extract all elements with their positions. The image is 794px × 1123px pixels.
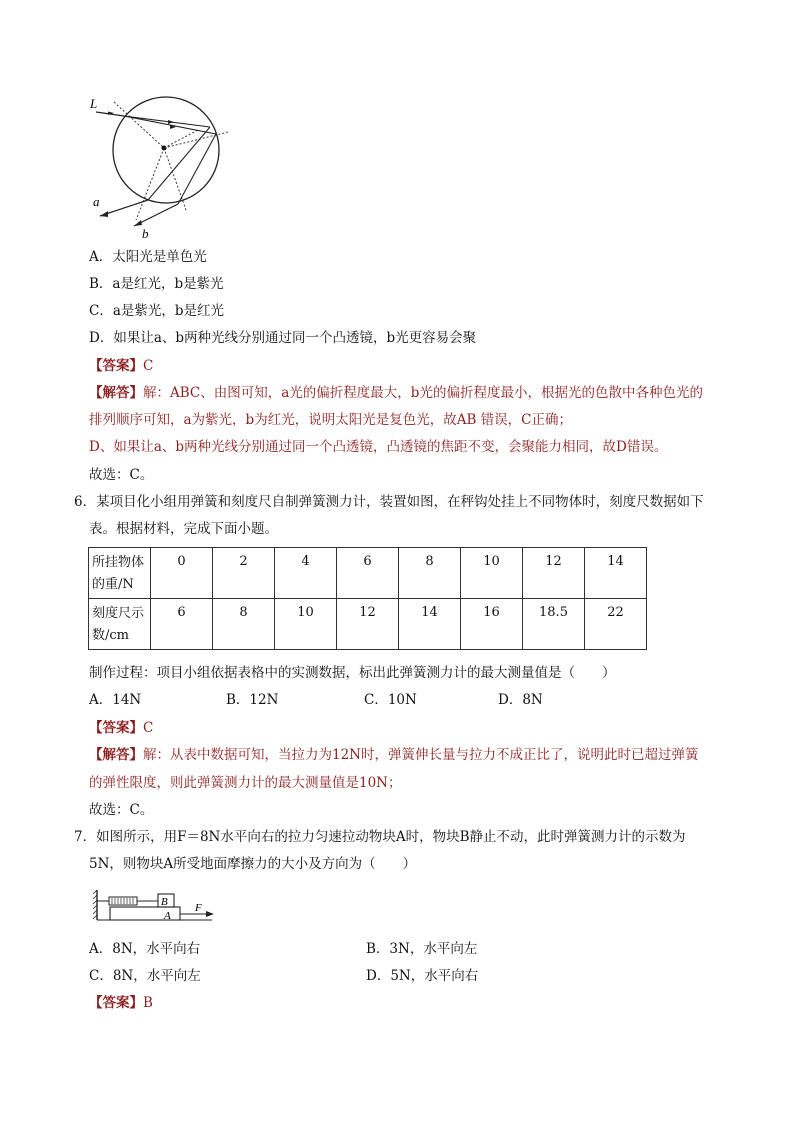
- refraction-diagram: [86, 92, 236, 242]
- q5-answer: [89, 356, 153, 376]
- q6-stem-line-1: 6．某项目化小组用弹簧和刻度尺自制弹簧测力计，装置如图，在秤钩处挂上不同物体时，刻度尺数据如下: [74, 494, 704, 510]
- answer-tag: 【答案】: [89, 358, 143, 374]
- label-L: L: [90, 96, 98, 111]
- q6-option-d: D．8N: [498, 692, 543, 708]
- table-cell: 18.5: [523, 599, 585, 650]
- table-cell: 8: [399, 548, 461, 599]
- answer-tag: 【答案】: [89, 995, 143, 1011]
- table-cell: 12: [337, 599, 399, 650]
- q6-answer: [89, 718, 153, 738]
- table-cell: 2: [213, 548, 275, 599]
- q6-explain-line-2: 的弹性限度，则此弹簧测力计的最大测量值是10N；: [89, 775, 402, 791]
- table-cell: 14: [585, 548, 647, 599]
- row-header-scale: 刻度尺示 数/cm: [89, 599, 151, 650]
- label-b-block: B: [161, 896, 168, 908]
- q7-option-a: A．8N，水平向右: [89, 941, 201, 957]
- q7-stem-line-2: 5N，则物块A所受地面摩擦力的大小及方向为（ ）: [89, 856, 417, 872]
- table-cell: 6: [337, 548, 399, 599]
- q7-option-b: B．3N，水平向左: [366, 941, 478, 957]
- table-cell: 14: [399, 599, 461, 650]
- q5-option-d: D．如果让a、b两种光线分别通过同一个凸透镜，b光更容易会聚: [89, 330, 477, 346]
- q7-option-d: D．5N，水平向右: [366, 968, 479, 984]
- q7-answer: [89, 993, 153, 1013]
- answer-value: C: [143, 358, 154, 374]
- q6-option-b: B．12N: [226, 692, 279, 708]
- q5-option-b: B．a是红光，b是紫光: [89, 276, 224, 292]
- answer-value: C: [143, 720, 154, 736]
- table-cell: 6: [151, 599, 213, 650]
- table-cell: 16: [461, 599, 523, 650]
- q7-option-c: C．8N，水平向左: [89, 968, 201, 984]
- q7-stem-line-1: 7．如图所示，用F＝8N水平向右的拉力匀速拉动物块A时，物块B静止不动，此时弹簧测力计的示数为: [74, 829, 686, 845]
- row-header-weight: 所挂物体 的重/N: [89, 548, 151, 599]
- q5-conclusion: 故选：C。: [89, 467, 154, 483]
- table-cell: 8: [213, 599, 275, 650]
- explain-text: 解：从表中数据可知，当拉力为12N时，弹簧伸长量与拉力不成正比了，说明此时已超过弹簧: [143, 747, 699, 763]
- q6-option-a: A．14N: [89, 692, 142, 708]
- label-b: b: [142, 226, 149, 241]
- table-cell: 4: [275, 548, 337, 599]
- explain-text: 解：ABC、由图可知，a光的偏折程度最大，b光的偏折程度最小，根据光的色散中各种色光的: [143, 385, 703, 401]
- q5-option-c: C．a是紫光，b是红光: [89, 303, 225, 319]
- water-drop-circle: [113, 97, 219, 203]
- label-a-block: A: [164, 910, 171, 922]
- q5-option-a: A．太阳光是单色光: [89, 249, 207, 265]
- spring-data-table: [88, 547, 647, 650]
- spring-block-diagram: [92, 886, 222, 926]
- q6-stem-line-2: 表。根据材料，完成下面小题。: [89, 521, 278, 537]
- explain-tag: 【解答】: [89, 747, 143, 763]
- label-a: a: [93, 194, 100, 209]
- label-f: F: [195, 902, 202, 914]
- answer-tag: 【答案】: [89, 720, 143, 736]
- q5-explain-line-1: [89, 383, 703, 403]
- table-row: [89, 599, 647, 650]
- table-row: [89, 548, 647, 599]
- q6-option-c: C．10N: [364, 692, 417, 708]
- table-cell: 22: [585, 599, 647, 650]
- table-cell: 12: [523, 548, 585, 599]
- table-cell: 10: [275, 599, 337, 650]
- answer-value: B: [143, 995, 153, 1011]
- q6-question: 制作过程：项目小组依据表格中的实测数据，标出此弹簧测力计的最大测量值是（ ）: [89, 665, 616, 681]
- explain-tag: 【解答】: [89, 385, 143, 401]
- q6-conclusion: 故选：C。: [89, 802, 154, 818]
- q5-explain-line-3: D、如果让a、b两种光线分别通过同一个凸透镜，凸透镜的焦距不变，会聚能力相同，故D错误。: [89, 439, 668, 455]
- q6-explain-line-1: [89, 745, 699, 765]
- q5-explain-line-2: 排列顺序可知，a为紫光，b为红光，说明太阳光是复色光，故AB 错误，C正确；: [89, 412, 572, 428]
- table-cell: 0: [151, 548, 213, 599]
- table-cell: 10: [461, 548, 523, 599]
